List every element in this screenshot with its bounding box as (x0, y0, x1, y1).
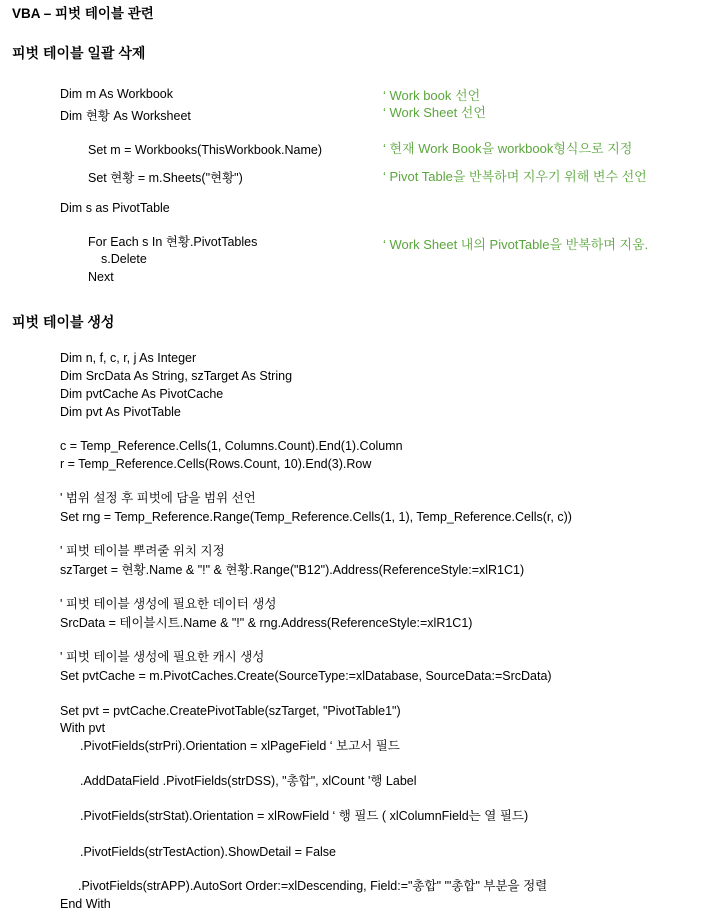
code-line: Dim s as PivotTable (60, 201, 170, 215)
code-comment: ‘ Work Sheet 선언 (383, 105, 486, 120)
code-comment: ‘ Work book 선언 (383, 88, 481, 103)
code-line: szTarget = 현황.Name & "!" & 현황.Range("B12").Address(ReferenceStyle:=xlR1C1) (60, 563, 525, 577)
code-line: c = Temp_Reference.Cells(1, Columns.Count).End(1).Column (60, 439, 403, 453)
code-line: For Each s In 현황.PivotTables (88, 235, 258, 249)
code-line: End With (60, 897, 111, 911)
code-line: Dim m As Workbook (60, 87, 173, 101)
code-line: With pvt (60, 721, 106, 735)
code-comment: ‘ Pivot Table을 반복하며 지우기 위해 변수 선언 (383, 169, 647, 184)
section-heading-create: 피벗 테이블 생성 (12, 314, 115, 330)
code-line: Set pvt = pvtCache.CreatePivotTable(szTarget, "PivotTable1") (60, 704, 401, 718)
code-comment-line: ' 피벗 테이블 생성에 필요한 데이터 생성 (60, 597, 277, 611)
code-line: r = Temp_Reference.Cells(Rows.Count, 10).End(3).Row (60, 457, 372, 471)
code-line: .PivotFields(strAPP).AutoSort Order:=xlDescending, Field:="총합" '"총합" 부분을 정렬 (78, 879, 548, 893)
code-line: Set m = Workbooks(ThisWorkbook.Name) (88, 143, 322, 157)
code-line: Next (88, 270, 114, 284)
code-line: .PivotFields(strPri).Orientation = xlPageField ‘ 보고서 필드 (80, 739, 400, 753)
code-line: Dim pvtCache As PivotCache (60, 387, 224, 401)
code-line: Dim SrcData As String, szTarget As String (60, 369, 293, 383)
code-line: Set rng = Temp_Reference.Range(Temp_Reference.Cells(1, 1), Temp_Reference.Cells(r, c)) (60, 510, 572, 524)
code-line: Dim 현황 As Worksheet (60, 109, 191, 123)
code-line: .AddDataField .PivotFields(strDSS), "총합", xlCount '행 Label (80, 774, 417, 788)
code-comment-line: ' 피벗 테이블 생성에 필요한 캐시 생성 (60, 650, 265, 664)
code-line: Set 현황 = m.Sheets("현황") (88, 171, 243, 185)
code-line: Set pvtCache = m.PivotCaches.Create(SourceType:=xlDatabase, SourceData:=SrcData) (60, 669, 552, 683)
code-line: SrcData = 테이블시트.Name & "!" & rng.Address(ReferenceStyle:=xlR1C1) (60, 616, 473, 630)
code-line: s.Delete (101, 252, 147, 266)
code-comment-line: ' 범위 설정 후 피벗에 담을 범위 선언 (60, 491, 256, 505)
code-line: Dim pvt As PivotTable (60, 405, 181, 419)
page-title: VBA – 피벗 테이블 관련 (12, 6, 154, 21)
code-comment-line: ' 피벗 테이블 뿌려줄 위치 지정 (60, 544, 225, 558)
code-comment: ‘ Work Sheet 내의 PivotTable을 반복하며 지움. (383, 237, 649, 252)
section-heading-delete: 피벗 테이블 일괄 삭제 (12, 45, 146, 61)
code-line: .PivotFields(strStat).Orientation = xlRowField ‘ 행 필드 ( xlColumnField는 열 필드) (80, 809, 529, 823)
code-line: Dim n, f, c, r, j As Integer (60, 351, 197, 365)
code-line: .PivotFields(strTestAction).ShowDetail = False (80, 845, 336, 859)
code-comment: ‘ 현재 Work Book을 workbook형식으로 지정 (383, 141, 633, 156)
